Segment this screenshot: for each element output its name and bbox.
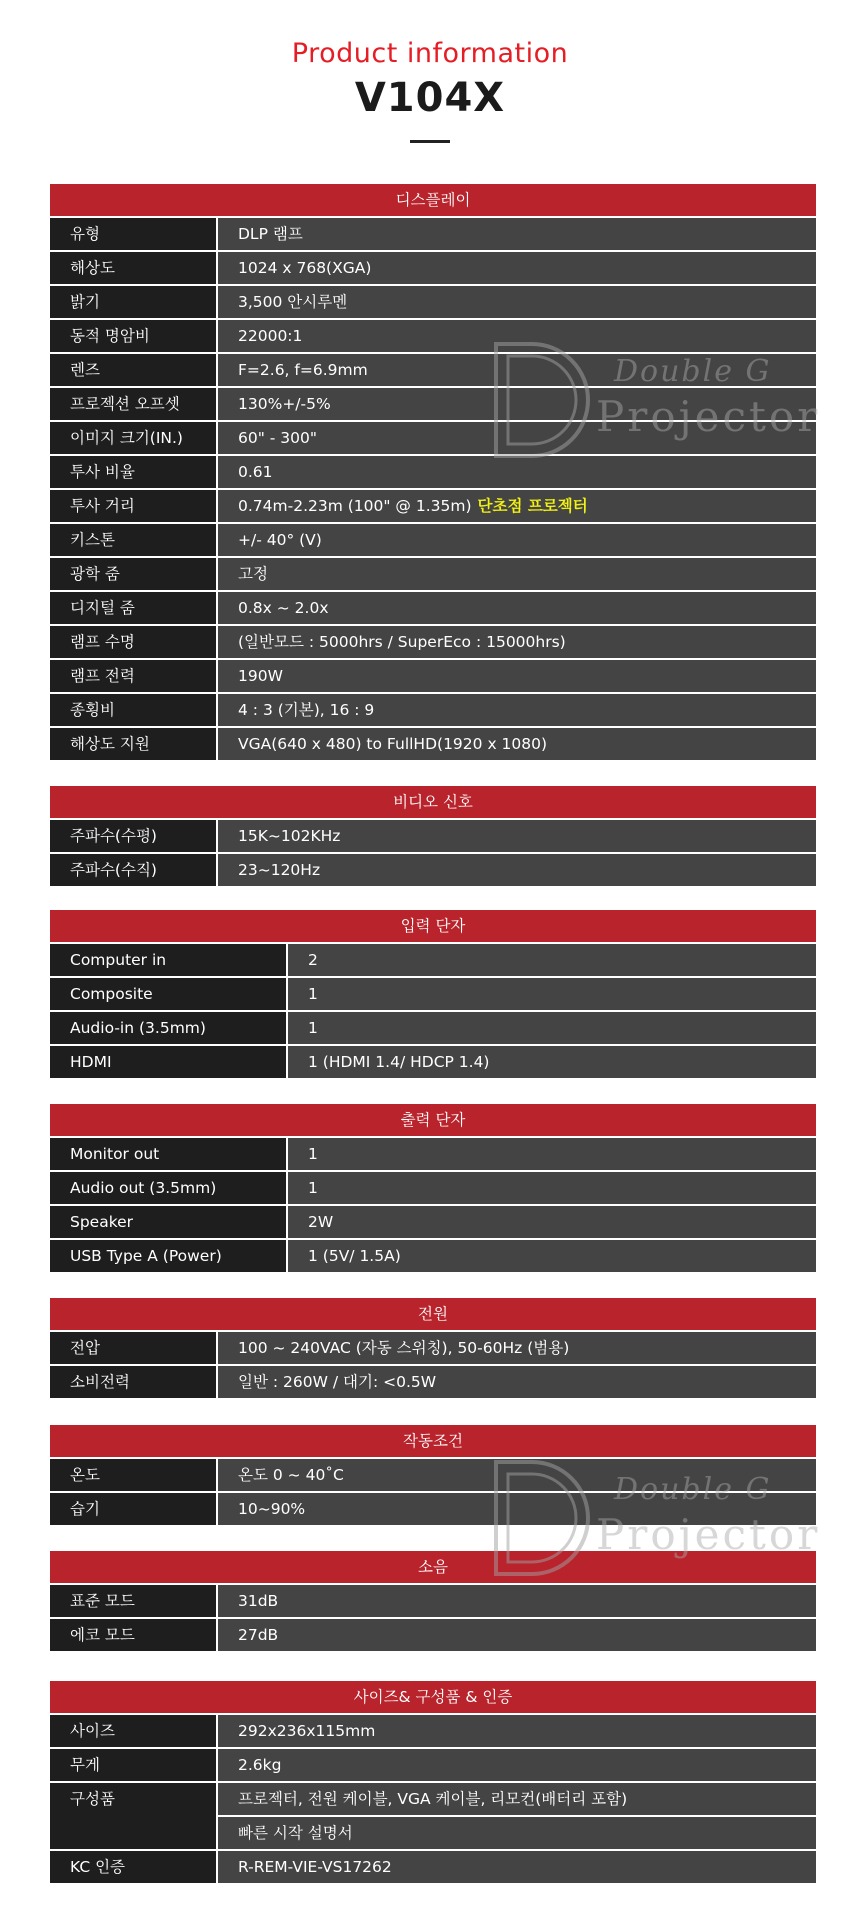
section-title: 사이즈& 구성품 & 인증 <box>50 1681 816 1713</box>
spec-row <box>50 252 816 284</box>
section-operating <box>50 1425 816 1525</box>
spec-label: 디지털 줌 <box>50 592 216 624</box>
spec-label: 습기 <box>50 1493 216 1525</box>
throw-distance-text: 0.74m-2.23m (100" @ 1.35m) <box>238 497 472 515</box>
spec-row <box>50 1493 816 1525</box>
spec-value <box>218 490 816 522</box>
spec-row <box>50 524 816 556</box>
spec-row <box>50 1585 816 1617</box>
spec-label: 에코 모드 <box>50 1619 216 1651</box>
components-values <box>218 1783 816 1849</box>
spec-row <box>50 354 816 386</box>
spec-row <box>50 626 816 658</box>
spec-row <box>50 286 816 318</box>
spec-label: 무게 <box>50 1749 216 1781</box>
spec-label: 렌즈 <box>50 354 216 386</box>
spec-label: 전압 <box>50 1332 216 1364</box>
spec-label: Audio out (3.5mm) <box>50 1172 286 1204</box>
spec-label: 프로젝션 오프셋 <box>50 388 216 420</box>
spec-label: 램프 전력 <box>50 660 216 692</box>
spec-value: R-REM-VIE-VS17262 <box>218 1851 816 1883</box>
spec-value: +/- 40° (V) <box>218 524 816 556</box>
spec-label: 유형 <box>50 218 216 250</box>
spec-label: 사이즈 <box>50 1715 216 1747</box>
spec-row <box>50 1172 816 1204</box>
spec-row <box>50 1240 816 1272</box>
watermark-line2: Projector <box>596 392 821 441</box>
spec-value: 10~90% <box>218 1493 816 1525</box>
spec-value: 1 <box>288 1172 816 1204</box>
spec-value: 100 ~ 240VAC (자동 스위칭), 50-60Hz (범용) <box>218 1332 816 1364</box>
spec-row <box>50 1206 816 1238</box>
spec-value: 1 <box>288 1138 816 1170</box>
spec-row <box>50 558 816 590</box>
spec-label: Audio-in (3.5mm) <box>50 1012 286 1044</box>
spec-label: 온도 <box>50 1459 216 1491</box>
spec-value: 온도 0 ~ 40˚C <box>218 1459 816 1491</box>
spec-label: Composite <box>50 978 286 1010</box>
spec-label: 해상도 <box>50 252 216 284</box>
section-title: 전원 <box>50 1298 816 1330</box>
spec-value: VGA(640 x 480) to FullHD(1920 x 1080) <box>218 728 816 760</box>
spec-value: DLP 램프 <box>218 218 816 250</box>
spec-label: 구성품 <box>50 1783 216 1849</box>
spec-value: F=2.6, f=6.9mm <box>218 354 816 386</box>
spec-value: 1 <box>288 978 816 1010</box>
spec-label: Computer in <box>50 944 286 976</box>
spec-row <box>50 422 816 454</box>
spec-label: 주파수(수직) <box>50 854 216 886</box>
section-video <box>50 786 816 886</box>
spec-value: 1 (5V/ 1.5A) <box>288 1240 816 1272</box>
spec-label: USB Type A (Power) <box>50 1240 286 1272</box>
spec-row <box>50 944 816 976</box>
spec-value: 1024 x 768(XGA) <box>218 252 816 284</box>
spec-label: 종횡비 <box>50 694 216 726</box>
spec-row <box>50 1012 816 1044</box>
components-row <box>50 1783 816 1849</box>
spec-row <box>50 1332 816 1364</box>
section-title: 소음 <box>50 1551 816 1583</box>
spec-label: 밝기 <box>50 286 216 318</box>
spec-value: 15K~102KHz <box>218 820 816 852</box>
spec-label: 키스톤 <box>50 524 216 556</box>
spec-row <box>50 820 816 852</box>
spec-value: (일반모드 : 5000hrs / SuperEco : 15000hrs) <box>218 626 816 658</box>
watermark-line1: Double G <box>614 354 772 389</box>
spec-value: 22000:1 <box>218 320 816 352</box>
section-title: 출력 단자 <box>50 1104 816 1136</box>
spec-row <box>50 592 816 624</box>
spec-value: 1 (HDMI 1.4/ HDCP 1.4) <box>288 1046 816 1078</box>
spec-row <box>50 728 816 760</box>
spec-label: 해상도 지원 <box>50 728 216 760</box>
spec-value: 27dB <box>218 1619 816 1651</box>
section-power <box>50 1298 816 1398</box>
section-input <box>50 910 816 1078</box>
spec-row <box>50 1715 816 1747</box>
spec-row <box>50 456 816 488</box>
spec-label: 램프 수명 <box>50 626 216 658</box>
spec-value: 31dB <box>218 1585 816 1617</box>
spec-row <box>50 978 816 1010</box>
spec-row <box>50 694 816 726</box>
spec-label: Speaker <box>50 1206 286 1238</box>
spec-row <box>50 218 816 250</box>
section-output <box>50 1104 816 1272</box>
spec-label: 동적 명암비 <box>50 320 216 352</box>
spec-label: 이미지 크기(IN.) <box>50 422 216 454</box>
spec-value: 60" - 300" <box>218 422 816 454</box>
spec-row <box>50 1046 816 1078</box>
spec-row <box>50 854 816 886</box>
spec-row <box>50 320 816 352</box>
short-throw-highlight: 단초점 프로젝터 <box>477 497 588 515</box>
title-divider <box>410 140 450 143</box>
spec-row <box>50 660 816 692</box>
page-subtitle: Product information <box>291 38 569 69</box>
spec-label: 투사 비율 <box>50 456 216 488</box>
spec-row <box>50 1459 816 1491</box>
spec-row <box>50 1619 816 1651</box>
page-header <box>0 0 860 143</box>
spec-value: 292x236x115mm <box>218 1715 816 1747</box>
spec-label: 광학 줌 <box>50 558 216 590</box>
spec-value: 0.8x ~ 2.0x <box>218 592 816 624</box>
spec-value: 빠른 시작 설명서 <box>218 1817 816 1849</box>
spec-label: HDMI <box>50 1046 286 1078</box>
section-title: 작동조건 <box>50 1425 816 1457</box>
model-title: V104X <box>354 75 506 121</box>
spec-value: 0.61 <box>218 456 816 488</box>
watermark-line1: Double G <box>614 1472 772 1507</box>
spec-value: 일반 : 260W / 대기: <0.5W <box>218 1366 816 1398</box>
spec-label: 주파수(수평) <box>50 820 216 852</box>
section-title: 입력 단자 <box>50 910 816 942</box>
spec-label: 소비전력 <box>50 1366 216 1398</box>
spec-row <box>50 1366 816 1398</box>
spec-label: KC 인증 <box>50 1851 216 1883</box>
spec-row <box>50 1138 816 1170</box>
section-noise <box>50 1551 816 1651</box>
spec-row <box>50 490 816 522</box>
spec-value: 3,500 안시루멘 <box>218 286 816 318</box>
spec-value: 130%+/-5% <box>218 388 816 420</box>
spec-value: 2.6kg <box>218 1749 816 1781</box>
watermark-line2: Projector <box>596 1510 821 1559</box>
spec-value: 프로젝터, 전원 케이블, VGA 케이블, 리모컨(배터리 포함) <box>218 1783 816 1815</box>
section-title: 디스플레이 <box>50 184 816 216</box>
spec-row <box>50 1749 816 1781</box>
spec-value: 2 <box>288 944 816 976</box>
section-title: 비디오 신호 <box>50 786 816 818</box>
spec-value: 2W <box>288 1206 816 1238</box>
spec-row <box>50 1851 816 1883</box>
spec-value: 고정 <box>218 558 816 590</box>
spec-label: Monitor out <box>50 1138 286 1170</box>
spec-label: 표준 모드 <box>50 1585 216 1617</box>
spec-label: 투사 거리 <box>50 490 216 522</box>
spec-value: 23~120Hz <box>218 854 816 886</box>
spec-value: 4 : 3 (기본), 16 : 9 <box>218 694 816 726</box>
section-size <box>50 1681 816 1883</box>
section-display <box>50 184 816 760</box>
spec-value: 1 <box>288 1012 816 1044</box>
spec-row <box>50 388 816 420</box>
spec-value: 190W <box>218 660 816 692</box>
